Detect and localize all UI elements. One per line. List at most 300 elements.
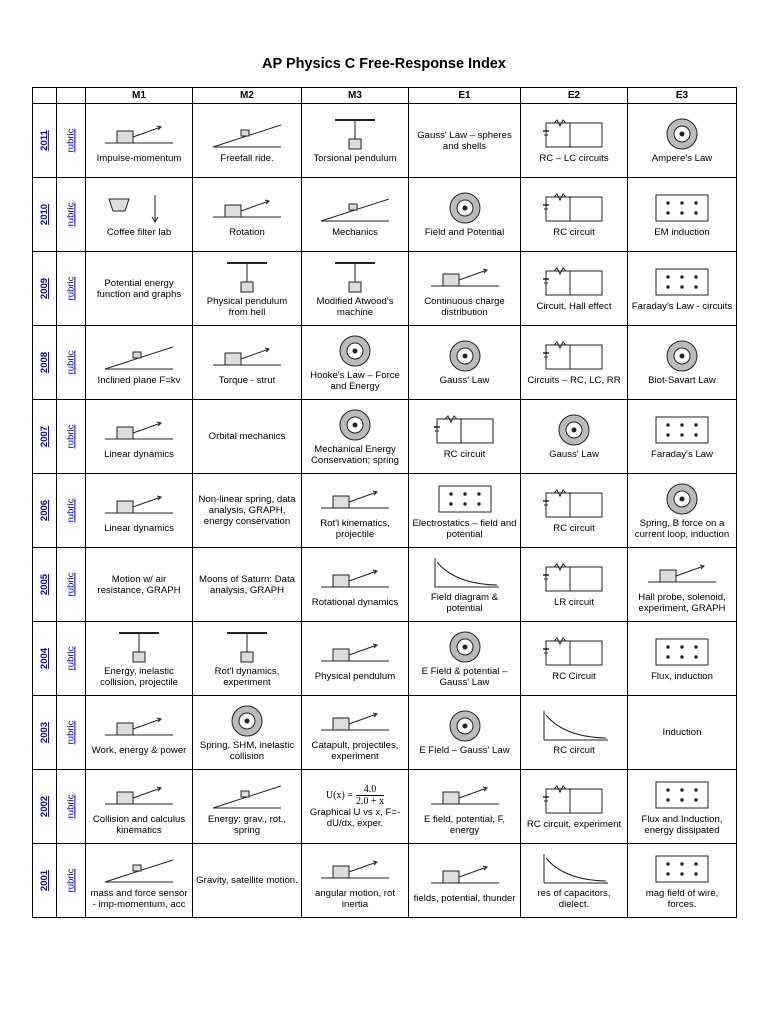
problem-content: [628, 252, 736, 325]
rails-loop-diagram-icon: [642, 778, 722, 812]
problem-caption: Induction: [662, 727, 702, 738]
problem-caption: Rotation: [229, 227, 265, 238]
problem-content: [628, 696, 736, 769]
problem-caption: RC – LC circuits: [539, 153, 609, 164]
hinged-rod-diagram-icon: [207, 191, 287, 225]
block-force-diagram-icon: [99, 413, 179, 447]
problem-caption: LR circuit: [554, 597, 594, 608]
problem-cell-e1: [409, 770, 521, 844]
problem-cell-m2: [193, 474, 302, 548]
page-title: AP Physics C Free-Response Index: [262, 56, 506, 72]
problem-content: [302, 252, 408, 325]
year-cell: [33, 622, 57, 696]
year-link[interactable]: 2005: [38, 573, 50, 596]
year-link[interactable]: 2011: [39, 130, 50, 151]
problem-caption: Potential energy function and graphs: [96, 277, 182, 300]
problem-caption: Gauss' Law: [439, 375, 490, 386]
problem-caption: Moons of Saturn: Data analysis, GRAPH: [199, 573, 295, 596]
cart-launcher-diagram-icon: [99, 117, 179, 151]
year-row-2007: [33, 400, 737, 474]
problem-caption: Modified Atwood's machine: [316, 295, 394, 318]
problem-caption: Torsional pendulum: [313, 153, 397, 164]
year-link[interactable]: 2002: [38, 795, 50, 818]
problem-content: [86, 548, 192, 621]
problem-content: [302, 400, 408, 473]
problem-content: [521, 622, 627, 695]
problem-content: [628, 844, 736, 917]
problem-content: [628, 474, 736, 547]
problem-content: [302, 622, 408, 695]
year-cell: [33, 696, 57, 770]
problem-cell-m1: [86, 622, 193, 696]
problem-cell-m3: [302, 178, 409, 252]
problem-content: [302, 178, 408, 251]
year-row-2005: [33, 548, 737, 622]
problem-caption: Physical pendulum: [314, 671, 396, 682]
problem-content: [628, 104, 736, 177]
equation-denominator: 2.0 + x: [355, 796, 385, 807]
problem-caption: RC circuit: [553, 523, 595, 534]
year-cell: [33, 178, 57, 252]
problem-cell-m2: [193, 696, 302, 770]
rubric-cell: [57, 474, 86, 548]
solenoid-probe-diagram-icon: [642, 556, 722, 590]
rubric-link[interactable]: rubric: [65, 572, 77, 597]
problem-caption: E Field & potential – Gauss' Law: [421, 665, 508, 688]
problem-caption: Gravity, satellite motion.: [196, 875, 298, 886]
rubric-link[interactable]: rubric: [65, 868, 77, 893]
rc-lc-circuit-diagram-icon: [534, 117, 614, 151]
equation-fraction: [356, 784, 384, 807]
problem-cell-e2: [521, 104, 628, 178]
switch-rc-circuit-diagram-icon: [425, 413, 505, 447]
problem-caption: Spring, SHM, inelastic collision: [199, 739, 295, 762]
rubric-link[interactable]: rubric: [65, 128, 77, 153]
problem-content: [409, 696, 520, 769]
problem-caption: Coffee filter lab: [106, 227, 172, 238]
problem-caption: Biot-Savart Law: [648, 375, 716, 386]
problem-cell-e1: [409, 178, 521, 252]
problem-cell-m2: [193, 622, 302, 696]
magnetic-field-loop-diagram-icon: [642, 265, 722, 299]
wire-loop-diagram-icon: [642, 852, 722, 886]
year-row-2010: [33, 178, 737, 252]
problem-content: [521, 474, 627, 547]
field-lines-diagram-icon: [425, 556, 505, 590]
rubric-cell: [57, 252, 86, 326]
problem-caption: Rotational dynamics: [311, 597, 399, 608]
year-link[interactable]: 2003: [38, 721, 50, 744]
problem-content: [302, 326, 408, 399]
problem-cell-e3: [628, 474, 737, 548]
pendulum-collision-diagram-icon: [99, 630, 179, 664]
year-link[interactable]: 2010: [38, 203, 50, 226]
problem-cell-m1: [86, 104, 193, 178]
rc-circuit-diagram-icon: [534, 191, 614, 225]
problem-caption: Gauss' Law – spheres and shells: [417, 129, 512, 152]
spring-loop-diagram-icon: [642, 482, 722, 516]
rubric-cell: [57, 696, 86, 770]
header-m2: M2: [193, 88, 302, 104]
problem-content: [409, 326, 520, 399]
problem-caption: Circuits – RC, LC, RR: [527, 375, 621, 386]
year-link[interactable]: 2008: [38, 351, 50, 374]
problem-caption: Freefall ride.: [220, 153, 274, 164]
year-link[interactable]: 2007: [38, 425, 50, 448]
problem-cell-m3: [302, 326, 409, 400]
problem-caption: RC circuit, experiment: [526, 819, 622, 830]
problem-content: [521, 696, 627, 769]
problem-content: [86, 178, 192, 251]
problem-content: [521, 104, 627, 177]
problem-cell-m3: [302, 252, 409, 326]
cylindrical-shell-diagram-icon: [425, 630, 505, 664]
problem-cell-e2: [521, 252, 628, 326]
header-e3: E3: [628, 88, 737, 104]
spring-track-diagram-icon: [315, 408, 395, 442]
problem-cell-e3: [628, 844, 737, 918]
problem-content: [302, 548, 408, 621]
problem-cell-m3: [302, 770, 409, 844]
problem-content: [521, 770, 627, 843]
charged-ring-diagram-icon: [425, 191, 505, 225]
problem-content: [409, 400, 520, 473]
charge-sphere-diagram-icon: [425, 709, 505, 743]
problem-content: [193, 400, 301, 473]
problem-cell-m3: [302, 696, 409, 770]
lightbulb-loop-diagram-icon: [642, 191, 722, 225]
year-row-2009: [33, 252, 737, 326]
problem-cell-m1: [86, 400, 193, 474]
problem-caption: Impulse-momentum: [96, 153, 182, 164]
problem-content: [86, 844, 192, 917]
cylinder-conductor-diagram-icon: [642, 117, 722, 151]
rubric-cell: [57, 400, 86, 474]
potential-equation: [326, 784, 384, 807]
problem-caption: Energy, inelastic collision, projectile: [100, 665, 178, 688]
problem-caption: Mechanics: [332, 227, 378, 238]
rc-circuit-diagram-icon: [534, 487, 614, 521]
rubric-link[interactable]: rubric: [65, 720, 77, 745]
problem-content: [86, 696, 192, 769]
year-link[interactable]: 2001: [38, 869, 50, 892]
year-cell: [33, 326, 57, 400]
problem-content: [409, 104, 520, 177]
pulley-mass-diagram-icon: [207, 630, 287, 664]
problem-content: [193, 548, 301, 621]
problem-cell-e1: [409, 548, 521, 622]
year-link[interactable]: 2004: [38, 647, 50, 670]
problem-content: [302, 474, 408, 547]
problem-caption: Catapult, projectiles, experiment: [311, 739, 399, 762]
problem-caption: Hall probe, solenoid, experiment, GRAPH: [638, 591, 726, 614]
problem-cell-m1: [86, 548, 193, 622]
thundercloud-diagram-icon: [425, 857, 505, 891]
problem-content: [628, 548, 736, 621]
problem-caption: Rot'l kinematics, projectile: [320, 517, 390, 540]
problem-cell-m2: [193, 400, 302, 474]
problem-content: [193, 326, 301, 399]
problem-caption: fields, potential, thunder: [413, 893, 516, 904]
problem-content: [86, 326, 192, 399]
problem-content: [302, 844, 408, 917]
rubric-link[interactable]: rubric: [65, 424, 77, 449]
block-pull-diagram-icon: [99, 709, 179, 743]
problem-cell-m2: [193, 252, 302, 326]
field-region-diagram-icon: [642, 413, 722, 447]
problem-content: [409, 770, 520, 843]
problem-content: [521, 178, 627, 251]
year-row-2001: [33, 844, 737, 918]
problem-content: [409, 548, 520, 621]
problem-content: [628, 770, 736, 843]
problem-cell-e3: [628, 770, 737, 844]
shell-cross-section-diagram-icon: [534, 413, 614, 447]
problem-caption: E field, potential, F, energy: [423, 813, 506, 836]
rubric-link[interactable]: rubric: [65, 276, 77, 301]
problem-content: [521, 548, 627, 621]
problem-cell-e1: [409, 696, 521, 770]
problem-cell-m3: [302, 844, 409, 918]
catapult-diagram-icon: [315, 704, 395, 738]
piecewise-equation-icon: [425, 260, 505, 294]
problem-content: [628, 178, 736, 251]
problem-content: [302, 104, 408, 177]
problem-cell-e3: [628, 622, 737, 696]
problem-cell-e2: [521, 770, 628, 844]
year-row-2008: [33, 326, 737, 400]
problem-cell-e1: [409, 622, 521, 696]
problem-cell-e1: [409, 104, 521, 178]
problem-caption: RC Circuit: [552, 671, 596, 682]
problem-caption: angular motion, rot inertia: [315, 887, 395, 910]
problem-caption: Hooke's Law – Force and Energy: [310, 369, 400, 392]
problem-content: [193, 252, 301, 325]
problem-cell-e1: [409, 474, 521, 548]
spring-box-diagram-icon: [207, 704, 287, 738]
problem-cell-e2: [521, 696, 628, 770]
header-e1: E1: [409, 88, 521, 104]
year-row-2006: [33, 474, 737, 548]
problem-cell-e2: [521, 548, 628, 622]
hanging-spring-diagram-icon: [315, 334, 395, 368]
rubric-link[interactable]: rubric: [65, 794, 77, 819]
pivot-launcher-diagram-icon: [315, 482, 395, 516]
rubric-link[interactable]: rubric: [65, 202, 77, 227]
problem-caption: mag field of wire, forces.: [645, 887, 719, 910]
problem-caption: Ampere's Law: [651, 153, 713, 164]
problem-cell-m3: [302, 400, 409, 474]
year-cell: [33, 474, 57, 548]
lr-circuit-diagram-icon: [534, 561, 614, 595]
year-link[interactable]: 2006: [38, 499, 50, 522]
problem-content: [193, 844, 301, 917]
problem-caption: E Field – Gauss' Law: [419, 745, 510, 756]
velocity-formula-diagram-icon: [99, 778, 179, 812]
problem-caption: mass and force sensor - imp-momentum, acc: [90, 887, 188, 910]
rotating-platform-diagram-icon: [315, 852, 395, 886]
problem-caption: Gauss' Law: [549, 449, 599, 460]
rubric-link[interactable]: rubric: [65, 350, 77, 375]
point-charges-square-diagram-icon: [425, 482, 505, 516]
problem-cell-m2: [193, 104, 302, 178]
year-cell: [33, 252, 57, 326]
problem-caption: RC circuit: [443, 449, 486, 460]
rubric-cell: [57, 548, 86, 622]
problem-content: [86, 104, 192, 177]
problem-content: [521, 326, 627, 399]
problem-content: [628, 400, 736, 473]
rubric-cell: [57, 178, 86, 252]
square-loop-diagram-icon: [642, 635, 722, 669]
rubric-link[interactable]: rubric: [65, 498, 77, 523]
problem-cell-e2: [521, 622, 628, 696]
problem-cell-m1: [86, 326, 193, 400]
year-row-2011: [33, 104, 737, 178]
problem-content: [86, 400, 192, 473]
header-year: [33, 88, 57, 104]
problem-content: [521, 400, 627, 473]
problem-cell-m3: [302, 622, 409, 696]
problem-caption: Non-linear spring, data analysis, GRAPH, energy conservation: [198, 494, 296, 527]
coffee-filter-diagram-icon: [99, 191, 179, 225]
problem-caption: EM induction: [654, 227, 710, 238]
inclined-plane-diagram-icon: [99, 339, 179, 373]
track-sensor-diagram-icon: [99, 852, 179, 886]
problem-cell-m3: [302, 548, 409, 622]
year-row-2004: [33, 622, 737, 696]
problem-content: [193, 474, 301, 547]
problem-content: [302, 696, 408, 769]
rubric-cell: [57, 622, 86, 696]
problem-cell-m2: [193, 178, 302, 252]
hall-effect-circuit-diagram-icon: [534, 265, 614, 299]
problem-cell-e2: [521, 178, 628, 252]
problem-caption: Work, energy & power: [91, 745, 187, 756]
pivoted-rod-diagram-icon: [315, 635, 395, 669]
problem-caption: Linear dynamics: [104, 449, 174, 460]
physical-pendulum-diagram-icon: [207, 260, 287, 294]
problem-caption: Faraday's Law: [650, 449, 714, 460]
year-cell: [33, 770, 57, 844]
problem-caption: Orbital mechanics: [208, 431, 286, 442]
problem-cell-e1: [409, 326, 521, 400]
problem-content: [409, 844, 520, 917]
rubric-cell: [57, 770, 86, 844]
problem-cell-m3: [302, 104, 409, 178]
problem-content: [521, 844, 627, 917]
problem-caption: RC circuit: [553, 745, 595, 756]
rc-experiment-diagram-icon: [534, 783, 614, 817]
two-block-diagram-icon: [99, 487, 179, 521]
problem-cell-m2: [193, 770, 302, 844]
problem-caption: Flux, induction: [651, 671, 713, 682]
problem-content: [86, 770, 192, 843]
skier-incline-diagram-icon: [315, 191, 395, 225]
year-link[interactable]: 2009: [38, 277, 50, 300]
rotating-rods-diagram-icon: [315, 561, 395, 595]
problem-caption: Motion w/ air resistance, GRAPH: [97, 573, 181, 596]
problem-caption: Flux and Induction, energy dissipated: [641, 813, 723, 836]
problem-cell-e2: [521, 400, 628, 474]
strut-torque-diagram-icon: [207, 339, 287, 373]
problem-cell-e3: [628, 326, 737, 400]
equation-lhs: U(x) =: [325, 789, 353, 801]
charged-shell-diagram-icon: [425, 339, 505, 373]
year-row-2002: [33, 770, 737, 844]
header-rubric: [57, 88, 86, 104]
problem-cell-m1: [86, 474, 193, 548]
year-cell: [33, 548, 57, 622]
problem-cell-e3: [628, 548, 737, 622]
year-cell: [33, 844, 57, 918]
problem-content: [628, 326, 736, 399]
problem-caption: res of capacitors, dielect.: [537, 887, 611, 910]
header-m3: M3: [302, 88, 409, 104]
year-cell: [33, 104, 57, 178]
rc-lc-rr-circuit-diagram-icon: [534, 339, 614, 373]
problem-cell-e2: [521, 844, 628, 918]
problem-caption: Graphical U vs x, F=- dU/dx, exper.: [309, 807, 401, 829]
problem-cell-m1: [86, 178, 193, 252]
problem-content: [86, 622, 192, 695]
problem-caption: Rot'l dynamics, experiment: [214, 665, 280, 688]
problem-caption: Continuous charge distribution: [424, 295, 505, 318]
problem-content: [193, 770, 301, 843]
problem-content: [193, 178, 301, 251]
problem-cell-e3: [628, 696, 737, 770]
problem-cell-e3: [628, 252, 737, 326]
problem-cell-e3: [628, 400, 737, 474]
rubric-cell: [57, 844, 86, 918]
problem-caption: Spring, B force on a current loop, induction: [634, 517, 730, 540]
problem-caption: Torque - strut: [218, 375, 276, 386]
problem-content: [302, 770, 408, 843]
problem-cell-m1: [86, 770, 193, 844]
problem-cell-e1: [409, 400, 521, 474]
problem-cell-m1: [86, 844, 193, 918]
problem-cell-m2: [193, 844, 302, 918]
problem-caption: Circuit, Hall effect: [536, 301, 612, 312]
problem-cell-e3: [628, 104, 737, 178]
problem-content: [521, 252, 627, 325]
problem-content: [628, 622, 736, 695]
ramp-ride-diagram-icon: [207, 117, 287, 151]
year-cell: [33, 400, 57, 474]
current-ring-diagram-icon: [642, 339, 722, 373]
problem-caption: Physical pendulum from hell: [206, 295, 288, 318]
problem-cell-m1: [86, 252, 193, 326]
problem-caption: RC circuit: [553, 227, 595, 238]
header-e2: E2: [521, 88, 628, 104]
header-row: [33, 88, 737, 104]
problem-cell-m2: [193, 326, 302, 400]
problem-content: [409, 178, 520, 251]
problem-content: [409, 622, 520, 695]
charge-angles-diagram-icon: [425, 778, 505, 812]
problem-cell-m1: [86, 696, 193, 770]
torsion-pendulum-diagram-icon: [315, 117, 395, 151]
capacitor-graph-diagram-icon: [534, 852, 614, 886]
header-m1: M1: [86, 88, 193, 104]
rubric-link[interactable]: rubric: [65, 646, 77, 671]
problem-content: [193, 622, 301, 695]
problem-cell-e2: [521, 326, 628, 400]
problem-content: [86, 474, 192, 547]
problem-caption: Electrostatics – field and potential: [412, 517, 517, 540]
problem-caption: Energy: grav., rot., spring: [207, 813, 287, 836]
problem-content: [409, 252, 520, 325]
